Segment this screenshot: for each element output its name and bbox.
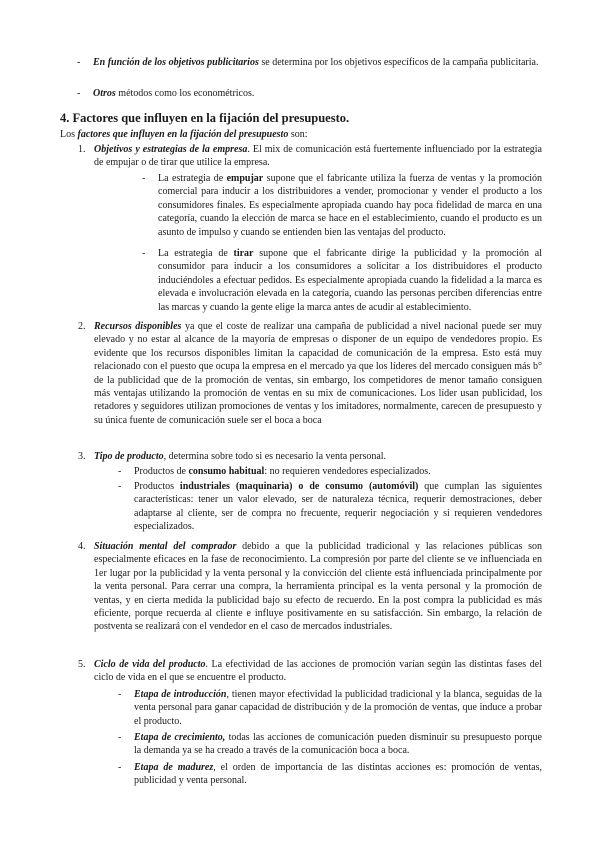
list-item-3: [94, 450, 542, 463]
item-4-bold: Situación mental del comprador: [94, 541, 237, 552]
item-3-bold: Tipo de producto: [94, 451, 164, 462]
item-1-sub-1-pre: La estrategia de: [158, 173, 227, 184]
item-5-sub-3-bold: Etapa de madurez: [134, 762, 214, 773]
top-bullet-2-text: métodos como los econométricos.: [115, 88, 255, 99]
item-2-bold: Recursos disponibles: [94, 321, 182, 332]
list-item-1: [94, 143, 542, 170]
item-3-sub-1-pre: Productos de: [134, 466, 189, 477]
item-3-sub-2-text: que cumplan las siguientes características: tener un valor elevado, ser de naturaleza técnica, requerir demostraciones, deber adaptarse al cliente, ser de compra no frecuente, requerir negociación y si requieren vendedores especializados.: [134, 481, 543, 533]
intro-suffix: son:: [288, 129, 308, 140]
item-5-sub-2: [134, 731, 542, 758]
item-1-sub-1: [158, 172, 542, 239]
list-item-5: [94, 658, 542, 685]
bullet-dash: -: [118, 689, 122, 700]
item-5-bold: Ciclo de vida del producto: [94, 659, 206, 670]
item-5-sub-1-text: , tienen mayor efectividad la publicidad tradicional y la blanca, seguidas de la venta personal para ganar capacidad de distribución y de la promoción de ventas, que induce a probar el producto.: [134, 689, 542, 727]
item-number: 1.: [78, 144, 86, 155]
bullet-dash: -: [77, 57, 81, 68]
top-bullet-2: [93, 87, 541, 100]
top-bullet-1: [93, 56, 541, 69]
item-3-sub-2-bold: industriales (maquinaria) o de consumo (automóvil): [179, 481, 419, 492]
bullet-dash: -: [77, 88, 81, 99]
item-1-bold: Objetivos y estrategias de la empresa: [94, 144, 248, 155]
bullet-dash: -: [142, 248, 146, 259]
item-1-sub-2: [158, 247, 542, 314]
item-1-sub-2-pre: La estrategia de: [158, 248, 234, 259]
section-title: 4. Factores que influyen en la fijación del presupuesto.: [60, 111, 350, 125]
item-number: 2.: [78, 321, 86, 332]
list-item-4: [94, 540, 542, 634]
item-3-text: , determina sobre todo si es necesario la venta personal.: [163, 451, 387, 462]
item-5-text: . La efectividad de las acciones de promoción varían según las distintas fases del ciclo de vida en el que se encuentre el producto.: [94, 659, 542, 684]
bullet-dash: -: [118, 732, 122, 743]
item-5-sub-3-text: , el orden de importancia de las distintas acciones es: promoción de ventas, publicidad y venta personal.: [134, 762, 542, 787]
top-bullet-1-bold: En función de los objetivos publicitarios: [93, 57, 259, 68]
item-1-text: . El mix de comunicación está fuertemente influenciado por la estrategia de empujar o de tirar que utilice la empresa.: [94, 144, 543, 169]
bullet-dash: -: [118, 762, 122, 773]
item-1-sub-1-text: supone que el fabricante utiliza la fuerza de ventas y la promoción comercial para inducir a los distribuidores a vender, promocionar y vender el producto a los consumidores finales. Es especialmente apropiada cuando hay poca fidelidad de marca en una categoría, cuando la elección de marca se hace en el establecimiento, cuando el producto es un asunto de impulso y cuando se entienden bien las ventajas del producto.: [158, 173, 543, 238]
item-3-sub-1: [134, 465, 542, 478]
item-1-sub-1-bold: empujar: [226, 173, 264, 184]
item-number: 3.: [78, 451, 86, 462]
section-intro: [60, 128, 540, 141]
intro-bold: factores que influyen en la fijación del presupuesto: [77, 129, 289, 140]
item-5-sub-3: [134, 761, 542, 788]
item-3-sub-1-bold: consumo habitual: [188, 466, 265, 477]
item-5-sub-2-bold: Etapa de crecimiento,: [134, 732, 226, 743]
item-5-sub-1-bold: Etapa de introducción: [134, 689, 227, 700]
item-1-sub-2-bold: tirar: [233, 248, 254, 259]
list-item-2: [94, 320, 542, 427]
top-bullet-2-bold: Otros: [93, 88, 116, 99]
item-4-text: debido a que la publicidad tradicional y las relaciones públicas son especialmente eficaces en la fase de reconocimiento. La compresión por parte del cliente se ve influenciada en 1er lugar por la publicidad y la venta personal y la convicción del cliente está influenciada principalmente por la venta personal. Para cerrar una compra, la herramienta principal es la venta personal y la promoción de ventas, y en cierta medida la publicidad bajo su efecto de recuerdo. En la post compra la publicidad es más eficiente, porque recuerda al cliente e influye positivamente en su satisfacción. Sin embargo, la relación de postventa se realizará con el vendedor en el caso de mercados industriales.: [94, 541, 543, 633]
bullet-dash: -: [118, 481, 122, 492]
item-number: 5.: [78, 659, 86, 670]
item-number: 4.: [78, 541, 86, 552]
item-3-sub-2: [134, 480, 542, 534]
item-3-sub-1-text: : no requieren vendedores especializados.: [264, 466, 431, 477]
item-3-sub-2-pre: Productos: [134, 481, 180, 492]
intro-prefix: Los: [60, 129, 78, 140]
item-1-sub-2-text: supone que el fabricante dirige la publicidad y la promoción al consumidor para inducir a los consumidores a solicitar a los distribuidores el producto induciéndoles a efectuar pedidos. Es especialmente apropiada cuando la fidelidad a la marca es elevada e involucración elevada en la categoría, cuando las personas perciben diferencias entre las marcas y cuando la gente elige la marca antes de acudir al establecimiento.: [158, 248, 543, 313]
top-bullet-1-text: se determina por los objetivos específicos de la campaña publicitaria.: [258, 57, 539, 68]
bullet-dash: -: [118, 466, 122, 477]
bullet-dash: -: [142, 173, 146, 184]
item-2-text: ya que el coste de realizar una campaña de publicidad a nivel nacional puede ser muy elevado y no estar al alcance de la mayoría de empresas o disponer de un equipo de vendedores propio. Es evidente que los recursos disponibles limitan la capacidad de comunicación de la empresa. Esto está muy relacionado con el puesto que ocupa la empresa en el mercado ya que los líderes del mercado consiguen más b° de la publicidad que de la promoción de ventas, sin embargo, los competidores de menor tamaño consiguen más ventajas utilizando la promoción de ventas en su mix de comunicaciones. Los líder usan publicidad, los retadores y seguidores utilizan promociones de ventas y los imitadores, normalmente, carecen de presupuesto y su única fuente de comunicación suele ser el boca a boca: [94, 321, 542, 426]
item-5-sub-2-text: todas las acciones de comunicación pueden disminuir su presupuesto porque la demanda ya se ha creado a través de la comunicación boca a boca.: [134, 732, 542, 757]
item-5-sub-1: [134, 688, 542, 728]
